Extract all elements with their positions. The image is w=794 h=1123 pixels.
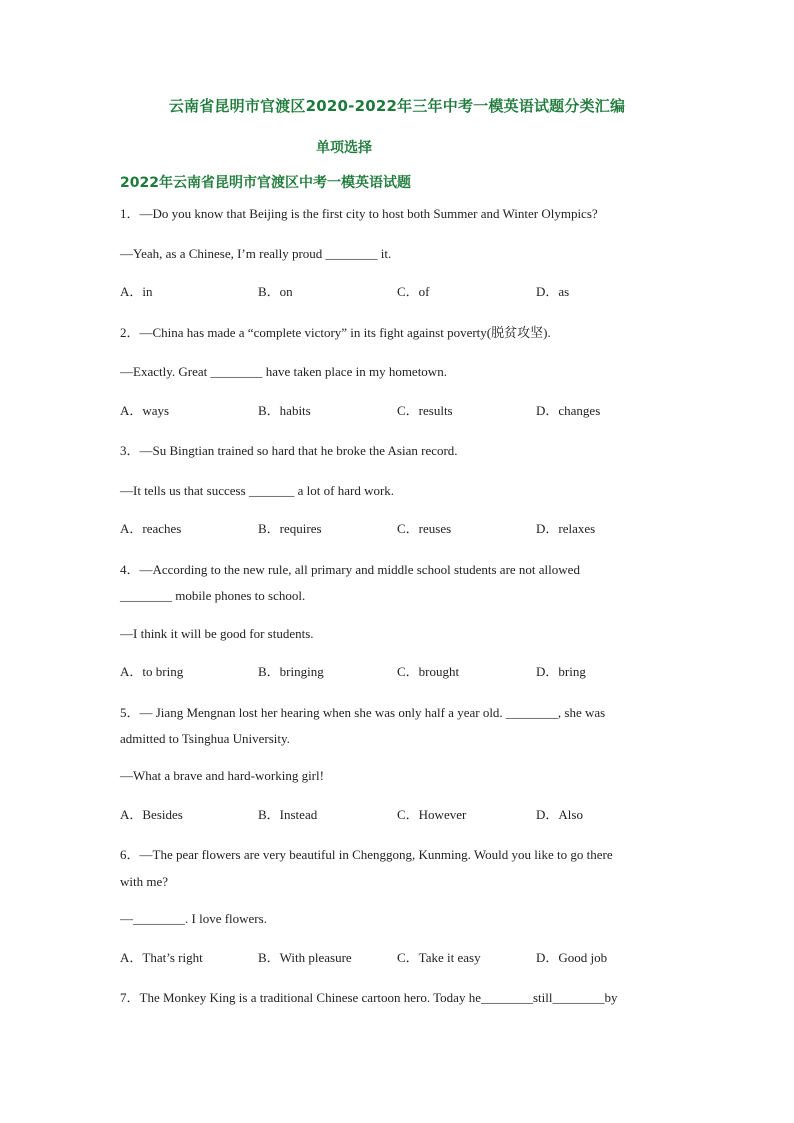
section-subtitle: 单项选择 bbox=[316, 140, 372, 156]
question-3-option-a: A．reaches bbox=[120, 521, 182, 536]
question-6-option-b: B．With pleasure bbox=[258, 950, 352, 965]
question-6-option-c: C．Take it easy bbox=[397, 950, 481, 965]
question-5-option-b: B．Instead bbox=[258, 807, 318, 822]
question-1-option-d: D．as bbox=[536, 284, 570, 299]
question-1-option-b: B．on bbox=[258, 284, 293, 299]
question-4-option-b: B．bringing bbox=[258, 664, 324, 679]
question-6-option-a: A．That’s right bbox=[120, 950, 203, 965]
question-2-option-c: C．results bbox=[397, 403, 453, 418]
question-7-stem: 7．The Monkey King is a traditional Chinese cartoon hero. Today he________still________by bbox=[120, 990, 618, 1005]
question-1-reply: —Yeah, as a Chinese, I’m really proud ________ it. bbox=[120, 246, 392, 261]
question-4-reply: —I think it will be good for students. bbox=[120, 626, 314, 641]
question-6-stem: 6．—The pear flowers are very beautiful in Chenggong, Kunming. Would you like to go there bbox=[120, 847, 613, 862]
question-4-option-a: A．to bring bbox=[120, 664, 184, 679]
question-2-option-b: B．habits bbox=[258, 403, 311, 418]
question-4-option-d: D．bring bbox=[536, 664, 586, 679]
question-5-stem-continued: admitted to Tsinghua University. bbox=[120, 731, 290, 746]
question-2-option-a: A．ways bbox=[120, 403, 170, 418]
question-5-option-c: C．However bbox=[397, 807, 467, 822]
question-1-option-c: C．of bbox=[397, 284, 430, 299]
question-6-stem-continued: with me? bbox=[120, 874, 169, 889]
question-4-stem-continued: ________ mobile phones to school. bbox=[120, 588, 306, 603]
question-3-option-c: C．reuses bbox=[397, 521, 452, 536]
document-title: 云南省昆明市官渡区2020-2022年三年中考一模英语试题分类汇编 bbox=[168, 97, 626, 115]
question-3-stem: 3．—Su Bingtian trained so hard that he broke the Asian record. bbox=[120, 443, 458, 458]
question-5-option-d: D．Also bbox=[536, 807, 583, 822]
question-1-stem: 1．—Do you know that Beijing is the first city to host both Summer and Winter Olympics? bbox=[120, 206, 598, 221]
question-3-reply: —It tells us that success _______ a lot of hard work. bbox=[120, 483, 395, 498]
question-4-option-c: C．brought bbox=[397, 664, 460, 679]
question-2-reply: —Exactly. Great ________ have taken place in my hometown. bbox=[120, 364, 447, 379]
question-3-option-d: D．relaxes bbox=[536, 521, 596, 536]
question-6-option-d: D．Good job bbox=[536, 950, 608, 965]
question-5-reply: —What a brave and hard-working girl! bbox=[120, 768, 324, 783]
exam-section-heading: 2022年云南省昆明市官渡区中考一模英语试题 bbox=[120, 175, 411, 191]
question-4-stem: 4．—According to the new rule, all primary and middle school students are not allowed bbox=[120, 562, 580, 577]
question-2-stem: 2．—China has made a “complete victory” in its fight against poverty(脱贫攻坚). bbox=[120, 325, 551, 340]
question-5-stem: 5．— Jiang Mengnan lost her hearing when she was only half a year old. ________, she was bbox=[120, 705, 606, 720]
question-5-option-a: A．Besides bbox=[120, 807, 183, 822]
question-1-option-a: A．in bbox=[120, 284, 153, 299]
question-2-option-d: D．changes bbox=[536, 403, 601, 418]
question-6-reply: —________. I love flowers. bbox=[120, 911, 267, 926]
question-3-option-b: B．requires bbox=[258, 521, 322, 536]
